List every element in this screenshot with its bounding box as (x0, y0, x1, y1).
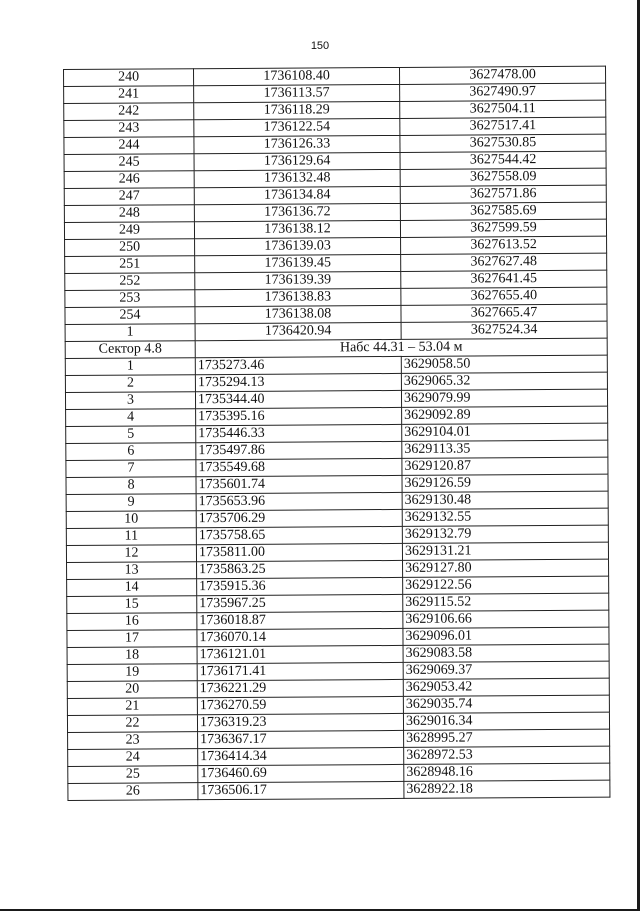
point-number-cell: 240 (64, 69, 194, 87)
point-number-cell: 14 (67, 579, 197, 597)
y-coordinate-cell: 3627599.59 (400, 219, 606, 237)
point-number-cell: 243 (64, 120, 194, 138)
point-number-cell: 2 (65, 375, 195, 393)
x-coordinate-cell: 1735497.86 (196, 441, 402, 459)
x-coordinate-cell: 1735549.68 (196, 458, 402, 476)
y-coordinate-cell: 3627530.85 (400, 134, 606, 152)
point-number-cell: 5 (66, 426, 196, 444)
y-coordinate-cell: 3627571.86 (400, 185, 606, 203)
y-coordinate-cell: 3629016.34 (403, 712, 609, 730)
x-coordinate-cell: 1736138.12 (194, 220, 400, 238)
point-number-cell: 6 (66, 443, 196, 461)
x-coordinate-cell: 1736136.72 (194, 203, 400, 221)
x-coordinate-cell: 1736113.57 (194, 84, 400, 102)
point-number-cell: 18 (67, 647, 197, 665)
point-number-cell: 10 (66, 511, 196, 529)
point-number-cell: 250 (65, 239, 195, 257)
x-coordinate-cell: 1735344.40 (195, 390, 401, 408)
y-coordinate-cell: 3627478.00 (399, 66, 605, 84)
point-number-cell: 3 (65, 392, 195, 410)
sector-elevation-range: Набс 44.31 – 53.04 м (195, 338, 607, 358)
point-number-cell: 17 (67, 630, 197, 648)
y-coordinate-cell: 3627524.34 (401, 321, 607, 339)
x-coordinate-cell: 1736221.29 (197, 679, 403, 697)
y-coordinate-cell: 3628995.27 (404, 729, 610, 747)
x-coordinate-cell: 1736122.54 (194, 118, 400, 136)
point-number-cell: 1 (65, 358, 195, 376)
x-coordinate-cell: 1736506.17 (198, 781, 404, 799)
point-number-cell: 23 (68, 732, 198, 750)
y-coordinate-cell: 3629069.37 (403, 661, 609, 679)
x-coordinate-cell: 1736138.08 (195, 305, 401, 323)
x-coordinate-cell: 1736108.40 (194, 67, 400, 85)
sector-label: Сектор 4.8 (65, 341, 195, 359)
x-coordinate-cell: 1735273.46 (195, 356, 401, 374)
y-coordinate-cell: 3627490.97 (400, 83, 606, 101)
point-number-cell: 7 (66, 460, 196, 478)
x-coordinate-cell: 1735758.65 (196, 526, 402, 544)
x-coordinate-cell: 1735653.96 (196, 492, 402, 510)
point-number-cell: 4 (66, 409, 196, 427)
x-coordinate-cell: 1735294.13 (195, 373, 401, 391)
y-coordinate-cell: 3629104.01 (402, 423, 608, 441)
point-number-cell: 244 (64, 137, 194, 155)
y-coordinate-cell: 3627517.41 (400, 117, 606, 135)
y-coordinate-cell: 3629131.21 (402, 542, 608, 560)
point-number-cell: 21 (67, 698, 197, 716)
x-coordinate-cell: 1736138.83 (195, 288, 401, 306)
y-coordinate-cell: 3629132.79 (402, 525, 608, 543)
y-coordinate-cell: 3627585.69 (400, 202, 606, 220)
point-number-cell: 25 (68, 766, 198, 784)
point-number-cell: 8 (66, 477, 196, 495)
y-coordinate-cell: 3629065.32 (401, 372, 607, 390)
point-number-cell: 26 (68, 783, 198, 801)
x-coordinate-cell: 1736319.23 (197, 713, 403, 731)
y-coordinate-cell: 3628948.16 (404, 763, 610, 781)
x-coordinate-cell: 1736139.03 (195, 237, 401, 255)
x-coordinate-cell: 1736129.64 (194, 152, 400, 170)
y-coordinate-cell: 3627613.52 (401, 236, 607, 254)
point-number-cell: 19 (67, 664, 197, 682)
y-coordinate-cell: 3629053.42 (403, 678, 609, 696)
point-number-cell: 15 (67, 596, 197, 614)
point-number-cell: 1 (65, 324, 195, 342)
x-coordinate-cell: 1736118.29 (194, 101, 400, 119)
y-coordinate-cell: 3629083.58 (403, 644, 609, 662)
point-number-cell: 246 (64, 171, 194, 189)
x-coordinate-cell: 1736139.39 (195, 271, 401, 289)
point-number-cell: 242 (64, 103, 194, 121)
x-coordinate-cell: 1736018.87 (197, 611, 403, 629)
x-coordinate-cell: 1736132.48 (194, 169, 400, 187)
x-coordinate-cell: 1736414.34 (198, 747, 404, 765)
point-number-cell: 241 (64, 86, 194, 104)
point-number-cell: 16 (67, 613, 197, 631)
y-coordinate-cell: 3629120.87 (402, 457, 608, 475)
y-coordinate-cell: 3629058.50 (401, 355, 607, 373)
coordinates-table-body (64, 66, 610, 800)
y-coordinate-cell: 3629127.80 (403, 559, 609, 577)
x-coordinate-cell: 1735967.25 (197, 594, 403, 612)
x-coordinate-cell: 1736121.01 (197, 645, 403, 663)
x-coordinate-cell: 1736171.41 (197, 662, 403, 680)
y-coordinate-cell: 3627655.40 (401, 287, 607, 305)
y-coordinate-cell: 3629092.89 (402, 406, 608, 424)
x-coordinate-cell: 1736126.33 (194, 135, 400, 153)
point-number-cell: 251 (65, 256, 195, 274)
y-coordinate-cell: 3627544.42 (400, 151, 606, 169)
point-number-cell: 247 (64, 188, 194, 206)
y-coordinate-cell: 3629126.59 (402, 474, 608, 492)
point-number-cell: 253 (65, 290, 195, 308)
y-coordinate-cell: 3628922.18 (404, 780, 610, 798)
x-coordinate-cell: 1735811.00 (196, 543, 402, 561)
y-coordinate-cell: 3627627.48 (401, 253, 607, 271)
x-coordinate-cell: 1736134.84 (194, 186, 400, 204)
x-coordinate-cell: 1735446.33 (196, 424, 402, 442)
x-coordinate-cell: 1735863.25 (197, 560, 403, 578)
x-coordinate-cell: 1736139.45 (195, 254, 401, 272)
y-coordinate-cell: 3629132.55 (402, 508, 608, 526)
point-number-cell: 9 (66, 494, 196, 512)
y-coordinate-cell: 3629035.74 (403, 695, 609, 713)
y-coordinate-cell: 3629113.35 (402, 440, 608, 458)
x-coordinate-cell: 1736070.14 (197, 628, 403, 646)
y-coordinate-cell: 3628972.53 (404, 746, 610, 764)
x-coordinate-cell: 1736270.59 (197, 696, 403, 714)
point-number-cell: 13 (67, 562, 197, 580)
table-row (68, 780, 610, 800)
x-coordinate-cell: 1736367.17 (198, 730, 404, 748)
point-number-cell: 252 (65, 273, 195, 291)
point-number-cell: 248 (64, 205, 194, 223)
y-coordinate-cell: 3629130.48 (402, 491, 608, 509)
y-coordinate-cell: 3629106.66 (403, 610, 609, 628)
page-number: 150 (310, 40, 330, 52)
point-number-cell: 245 (64, 154, 194, 172)
y-coordinate-cell: 3629115.52 (403, 593, 609, 611)
y-coordinate-cell: 3629122.56 (403, 576, 609, 594)
point-number-cell: 11 (66, 528, 196, 546)
y-coordinate-cell: 3629079.99 (401, 389, 607, 407)
point-number-cell: 254 (65, 307, 195, 325)
x-coordinate-cell: 1735706.29 (196, 509, 402, 527)
y-coordinate-cell: 3627558.09 (400, 168, 606, 186)
x-coordinate-cell: 1736460.69 (198, 764, 404, 782)
point-number-cell: 20 (67, 681, 197, 699)
y-coordinate-cell: 3627641.45 (401, 270, 607, 288)
x-coordinate-cell: 1735395.16 (196, 407, 402, 425)
point-number-cell: 249 (64, 222, 194, 240)
y-coordinate-cell: 3627665.47 (401, 304, 607, 322)
coordinates-table (63, 66, 610, 801)
point-number-cell: 12 (66, 545, 196, 563)
point-number-cell: 24 (68, 749, 198, 767)
point-number-cell: 22 (67, 715, 197, 733)
x-coordinate-cell: 1735601.74 (196, 475, 402, 493)
x-coordinate-cell: 1735915.36 (197, 577, 403, 595)
x-coordinate-cell: 1736420.94 (195, 322, 401, 340)
y-coordinate-cell: 3627504.11 (400, 100, 606, 118)
y-coordinate-cell: 3629096.01 (403, 627, 609, 645)
